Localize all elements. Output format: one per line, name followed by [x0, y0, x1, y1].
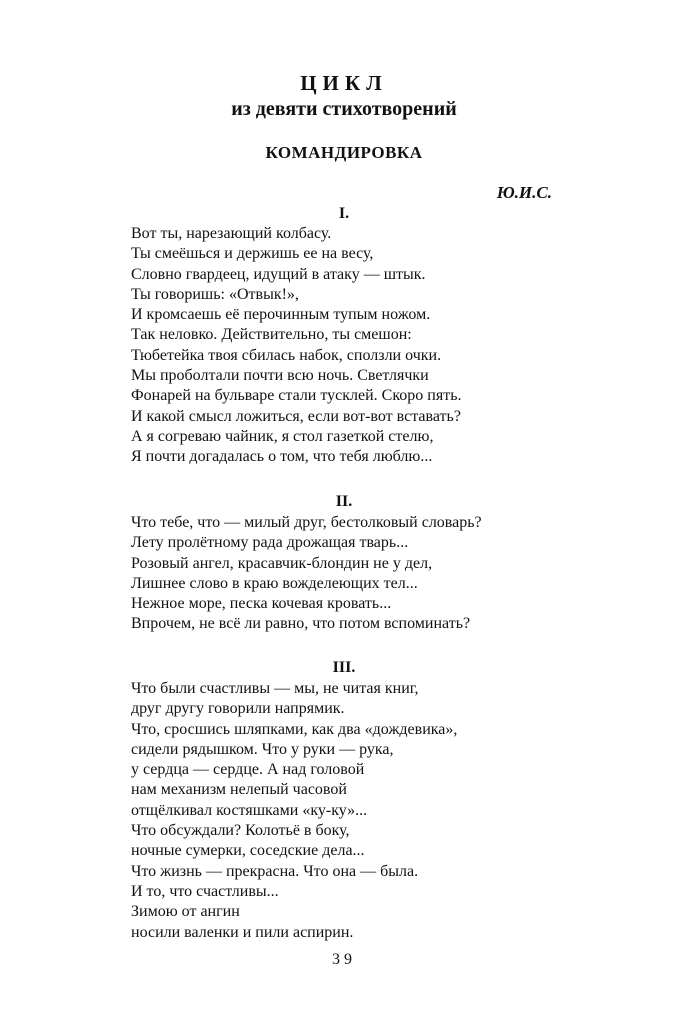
verse-line: И кромсаешь её перочинным тупым ножом. [131, 306, 431, 324]
verse-line: Что тебе, что — милый друг, бестолковый словарь? [131, 514, 482, 531]
verse-line: Что жизнь — прекрасна. Что она — была. [131, 862, 419, 880]
verse-line: Зимою от ангин [131, 903, 240, 921]
verse-line: у сердца — сердце. А над головой [131, 761, 365, 779]
verse-line: Что обсуждали? Колотьё в боку, [131, 822, 350, 840]
stanza-2 [131, 513, 591, 635]
verse-line: Фонарей на бульваре стали тусклей. Скоро пять. [131, 387, 462, 405]
verse-line: Мы проболтали почти всю ночь. Светлячки [131, 367, 429, 385]
stanza-3 [131, 679, 591, 943]
verse-line: Ты смеёшься и держишь ее на весу, [131, 245, 374, 263]
verse-line: Лету пролётному рада дрожащая тварь... [131, 534, 409, 552]
verse-line: А я согреваю чайник, я стол газеткой стелю, [131, 427, 434, 445]
verse-line: носили валенки и пили аспирин. [131, 923, 354, 941]
section-number-3: III. [332, 659, 356, 676]
verse-line: Розовый ангел, красавчик-блондин не у дел, [131, 554, 433, 572]
verse-line: Лишнее слово в краю вожделеющих тел... [131, 574, 418, 592]
verse-line: Что, сросшись шляпками, как два «дождевика», [131, 720, 458, 738]
verse-line: И какой смысл ложиться, если вот-вот вставать? [131, 407, 461, 425]
cycle-subtitle: из девяти стихотворений [231, 98, 457, 120]
verse-line: Вот ты, нарезающий колбасу. [131, 225, 332, 242]
stanza-1 [131, 224, 591, 468]
poem-dedication: Ю.И.С. [496, 183, 552, 202]
verse-line: нам механизм нелепый часовой [131, 781, 347, 799]
verse-line: сидели рядышком. Что у руки — рука, [131, 740, 394, 758]
verse-line: Словно гвардеец, идущий в атаку — штык. [131, 265, 426, 283]
verse-line: друг другу говорили напрямик. [131, 700, 345, 718]
verse-line: И то, что счастливы... [131, 882, 279, 900]
verse-line: Так неловко. Действительно, ты смешон: [131, 326, 412, 344]
page-number: 39 [332, 951, 356, 968]
verse-line: Что были счастливы — мы, не читая книг, [131, 680, 419, 697]
cycle-title: ЦИКЛ [300, 71, 388, 95]
poem-title: КОМАНДИРОВКА [265, 143, 423, 162]
verse-line: отщёлкивал костяшками «ку-ку»... [131, 801, 368, 819]
verse-line: Нежное море, песка кочевая кровать... [131, 595, 392, 613]
section-number-1: I. [338, 205, 350, 222]
verse-line: ночные сумерки, соседские дела... [131, 842, 365, 860]
verse-line: Впрочем, не всё ли равно, что потом вспоминать? [131, 615, 471, 633]
section-number-2: II. [335, 493, 353, 510]
verse-line: Я почти догадалась о том, что тебя люблю... [131, 448, 433, 466]
verse-line: Тюбетейка твоя сбилась набок, сползли очки. [131, 346, 442, 364]
verse-line: Ты говоришь: «Отвык!», [131, 285, 299, 303]
